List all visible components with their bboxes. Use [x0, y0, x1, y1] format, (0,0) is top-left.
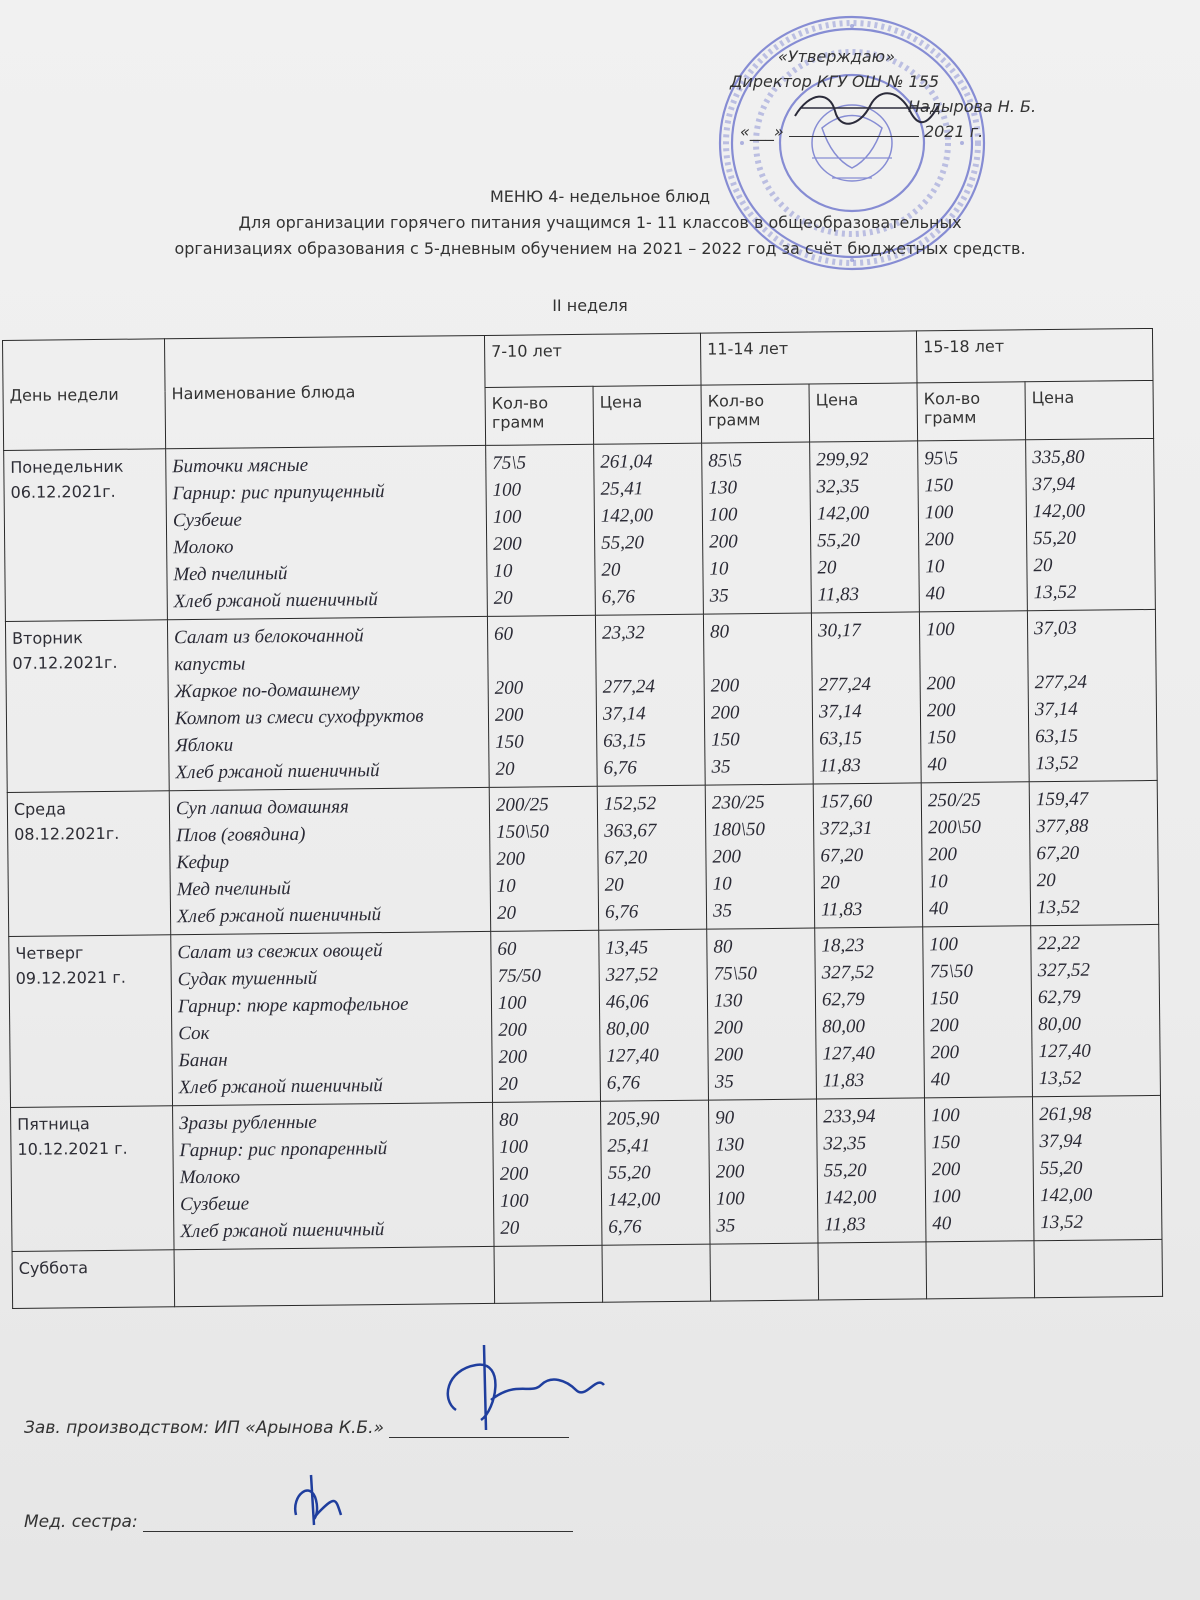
price-value: 11,83	[819, 755, 861, 777]
approval-date: «___» 2021 г.	[740, 122, 984, 141]
price-value: 20	[601, 559, 621, 581]
price-value: 157,60	[819, 790, 873, 813]
price-cell	[810, 441, 920, 613]
table-row	[11, 1095, 1162, 1251]
price-value: 372,31	[820, 817, 873, 840]
dish-name: Гарнир: рис пропаренный	[179, 1138, 388, 1162]
price-cell	[817, 1098, 927, 1243]
qty-value: 40	[927, 754, 947, 776]
price-value: 80,00	[606, 1018, 650, 1040]
price-value: 127,40	[1038, 1040, 1091, 1063]
price-value: 377,88	[1036, 815, 1089, 838]
qty-value	[494, 647, 589, 675]
approval-director: Директор КГУ ОШ № 155	[730, 72, 940, 91]
dish-name: Молоко	[173, 536, 234, 559]
price-value: 11,83	[824, 1214, 866, 1236]
price-value: 277,24	[818, 673, 872, 696]
price-value: 46,06	[605, 991, 649, 1013]
table-row	[5, 609, 1157, 792]
menu-title-line2: Для организации горячего питания учащимся 1- 11 классов в общеобразовательных	[238, 213, 962, 232]
empty-cell	[818, 1242, 927, 1300]
price-value: 261,98	[1039, 1103, 1092, 1126]
price-value: 20	[604, 874, 624, 896]
qty-value: 40	[925, 583, 945, 605]
day-cell	[11, 1106, 174, 1252]
qty-value: 75\50	[713, 963, 758, 985]
price-value: 327,52	[1037, 959, 1091, 982]
price-value: 55,20	[1039, 1157, 1083, 1180]
price-value: 127,40	[822, 1042, 875, 1065]
price-value: 6,76	[606, 1072, 641, 1094]
dish-name: Банан	[178, 1049, 228, 1072]
qty-value: 10	[496, 875, 516, 897]
price-cell	[813, 783, 923, 928]
qty-value: 200	[930, 1042, 960, 1064]
qty-value: 130	[713, 990, 743, 1012]
qty-value: 250/25	[927, 789, 981, 812]
production-signature	[436, 1340, 606, 1440]
price-value: 55,20	[601, 532, 645, 554]
price-value: 32,35	[823, 1132, 867, 1155]
price-value: 142,00	[1032, 500, 1086, 523]
price-value: 37,94	[1039, 1130, 1083, 1153]
qty-value: 200	[712, 846, 742, 868]
qty-value: 200/25	[495, 794, 549, 816]
dish-name: Хлеб ржаной пшеничный	[176, 904, 382, 928]
qty-value: 130	[708, 477, 738, 499]
price-cell	[1032, 1095, 1162, 1240]
qty-value: 200	[498, 1046, 528, 1068]
dish-name: Гарнир: пюре картофельное	[177, 993, 409, 1018]
qty-value: 80	[710, 621, 730, 643]
day-date: 07.12.2021г.	[12, 652, 118, 673]
dish-name: капусты	[174, 653, 246, 676]
price-cell	[811, 612, 921, 784]
qty-value: 40	[928, 898, 949, 920]
qty-value: 200\50	[928, 816, 982, 839]
price-value: 25,41	[600, 478, 644, 500]
dish-name: Сузбеше	[172, 509, 243, 532]
header-price: Цена	[809, 383, 918, 442]
price-value: 55,20	[823, 1159, 867, 1182]
qty-value: 40	[930, 1069, 950, 1091]
dish-name: Зразы рубленные	[179, 1111, 317, 1135]
day-cell-saturday: Суббота	[12, 1250, 175, 1309]
qty-value: 100	[499, 1190, 529, 1212]
qty-value: 150\50	[496, 821, 550, 843]
qty-value: 200	[709, 531, 738, 553]
menu-title	[60, 184, 1140, 262]
week-label: II неделя	[552, 296, 628, 315]
dish-name: Хлеб ржаной пшеничный	[178, 1075, 383, 1099]
price-value: 80,00	[1038, 1013, 1082, 1036]
nurse-label: Мед. сестра:	[24, 1512, 138, 1532]
day-date: 06.12.2021г.	[10, 481, 116, 502]
price-value: 80,00	[822, 1016, 866, 1038]
menu-table	[2, 328, 1163, 1309]
qty-value: 90	[715, 1107, 735, 1129]
price-value: 30,17	[817, 620, 861, 642]
dish-name: Салат из белокочанной	[174, 625, 364, 649]
qty-value: 80	[713, 936, 733, 958]
qty-value: 35	[711, 756, 731, 778]
qty-value: 200	[928, 844, 958, 866]
qty-value: 180\50	[712, 819, 766, 841]
price-value: 63,15	[603, 730, 647, 752]
price-value: 25,41	[607, 1135, 651, 1157]
dish-name: Салат из свежих овощей	[177, 940, 383, 964]
qty-value: 200	[926, 700, 956, 722]
day-date: 08.12.2021г.	[14, 823, 120, 844]
day-name: Понедельник	[10, 456, 124, 477]
qty-value: 100	[931, 1186, 961, 1208]
price-value: 327,52	[605, 964, 659, 986]
qty-value: 200	[715, 1161, 745, 1183]
qty-value: 200	[498, 1019, 527, 1041]
price-value: 13,45	[605, 937, 649, 959]
price-value: 327,52	[821, 961, 875, 984]
qty-cell	[709, 1099, 819, 1244]
qty-value: 200	[925, 529, 954, 551]
qty-value: 10	[925, 556, 945, 578]
qty-value: 200	[496, 848, 526, 870]
qty-value: 200	[710, 702, 740, 724]
dish-name: Гарнир: рис припущенный	[172, 481, 385, 505]
qty-cell	[921, 782, 1031, 927]
price-value: 233,94	[823, 1105, 876, 1128]
table-row	[7, 780, 1158, 936]
qty-value: 85\5	[708, 450, 743, 472]
qty-value: 200	[714, 1044, 744, 1066]
dish-name: Сузбеше	[179, 1193, 250, 1216]
header-dish: Наименование блюда	[164, 335, 485, 448]
qty-value: 10	[928, 871, 948, 893]
price-value: 63,15	[1035, 725, 1079, 748]
dish-cell	[173, 1102, 494, 1249]
qty-value: 100	[931, 1105, 960, 1127]
approval-title: «Утверждаю»	[778, 47, 895, 66]
price-value	[1034, 641, 1149, 669]
price-value: 20	[820, 872, 840, 894]
header-price: Цена	[593, 385, 702, 444]
empty-cell	[174, 1246, 495, 1306]
price-cell	[815, 927, 925, 1099]
dish-name: Хлеб ржаной пшеничный	[175, 760, 380, 784]
price-value: 67,20	[604, 847, 648, 869]
price-value: 6,76	[601, 586, 636, 608]
dish-name: Компот из смеси сухофруктов	[174, 705, 424, 730]
qty-value: 230/25	[711, 792, 765, 814]
day-cell	[7, 791, 170, 937]
price-value: 23,32	[601, 622, 645, 644]
qty-value: 20	[498, 1073, 518, 1095]
qty-value: 95\5	[924, 447, 959, 470]
price-cell	[594, 443, 704, 615]
price-cell	[1031, 924, 1161, 1096]
price-value: 55,20	[607, 1162, 651, 1184]
price-value: 13,52	[1035, 752, 1079, 775]
price-value: 67,20	[1036, 842, 1080, 865]
dish-name: Плов (говядина)	[176, 823, 306, 847]
dish-name: Мед пчелиный	[176, 878, 291, 901]
price-value: 13,52	[1036, 896, 1080, 919]
empty-cell	[926, 1241, 1035, 1299]
qty-value: 130	[715, 1134, 745, 1156]
qty-value: 200	[926, 673, 956, 695]
qty-cell	[493, 1101, 603, 1246]
day-name: Пятница	[17, 1114, 90, 1134]
price-value: 55,20	[1033, 527, 1077, 550]
price-value: 159,47	[1035, 788, 1089, 811]
dish-name: Судак тушенный	[177, 967, 318, 991]
qty-value: 100	[492, 479, 522, 501]
dish-name: Биточки мясные	[172, 454, 309, 478]
price-value	[602, 646, 697, 674]
empty-cell	[494, 1245, 603, 1303]
qty-value: 100	[499, 1136, 529, 1158]
dish-name: Яблоки	[175, 734, 234, 757]
price-value: 62,79	[821, 989, 865, 1011]
price-value: 11,83	[822, 1070, 865, 1092]
qty-value: 200	[930, 1015, 959, 1037]
qty-value: 200	[710, 675, 740, 697]
qty-value: 100	[924, 502, 954, 524]
price-value: 63,15	[819, 728, 863, 750]
price-value: 67,20	[820, 845, 864, 867]
qty-value: 200	[494, 704, 524, 726]
price-value: 127,40	[606, 1045, 659, 1067]
qty-value: 60	[497, 938, 517, 960]
header-qty: Кол-во грамм	[917, 382, 1026, 441]
price-value: 6,76	[608, 1216, 642, 1238]
header-age-7-10: 7-10 лет	[484, 333, 701, 387]
price-value: 20	[1033, 555, 1053, 577]
dish-cell	[171, 931, 493, 1105]
qty-cell	[703, 613, 813, 785]
day-date: 10.12.2021 г.	[17, 1138, 128, 1159]
qty-value: 10	[712, 873, 732, 895]
qty-cell	[707, 928, 817, 1100]
price-value: 37,14	[1034, 698, 1078, 721]
qty-cell	[923, 926, 1033, 1098]
price-value: 277,24	[1034, 671, 1088, 694]
day-cell	[9, 935, 173, 1108]
qty-value: 20	[500, 1217, 520, 1239]
menu-title-line1: МЕНЮ 4- недельное блюд	[489, 187, 710, 206]
qty-value: 35	[716, 1215, 736, 1237]
dish-name: Молоко	[179, 1166, 241, 1189]
price-value: 37,03	[1033, 617, 1077, 640]
qty-cell	[491, 930, 601, 1102]
table-row-saturday	[12, 1239, 1163, 1308]
qty-value: 200	[493, 533, 522, 555]
price-value: 11,83	[820, 899, 863, 921]
qty-value: 75\5	[492, 452, 527, 474]
nurse-signature	[286, 1470, 346, 1530]
price-value: 13,52	[1040, 1211, 1084, 1234]
qty-value: 35	[709, 585, 729, 607]
qty-value: 100	[929, 934, 959, 956]
qty-cell	[705, 784, 815, 929]
qty-cell	[487, 615, 597, 787]
price-value: 11,83	[817, 584, 860, 606]
price-value: 299,92	[816, 448, 869, 471]
qty-cell	[489, 786, 599, 931]
day-name: Вторник	[12, 628, 83, 648]
price-value: 6,76	[603, 757, 637, 779]
header-age-11-14: 11-14 лет	[700, 331, 917, 385]
header-age-15-18: 15-18 лет	[916, 328, 1153, 382]
price-value: 142,00	[823, 1186, 877, 1209]
price-cell	[595, 614, 705, 786]
qty-value: 100	[497, 992, 527, 1014]
price-cell	[597, 785, 707, 930]
approval-name: Надырова Н. Б.	[908, 97, 1037, 116]
qty-value: 80	[499, 1109, 519, 1131]
qty-cell	[702, 442, 812, 614]
qty-value: 40	[932, 1213, 952, 1235]
dish-cell	[169, 787, 490, 934]
price-value: 20	[1036, 869, 1056, 892]
director-signature	[790, 86, 940, 132]
price-value: 205,90	[607, 1108, 660, 1130]
qty-cell	[486, 444, 596, 616]
price-value: 37,14	[818, 701, 862, 723]
price-value: 142,00	[600, 505, 654, 527]
qty-value: 10	[493, 560, 513, 582]
price-value	[818, 643, 913, 671]
menu-table-body	[4, 438, 1162, 1251]
price-cell	[601, 1100, 711, 1245]
qty-cell	[918, 440, 1028, 612]
qty-value: 150	[924, 475, 954, 497]
dish-name: Суп лапша домашняя	[175, 796, 349, 820]
qty-value: 20	[493, 587, 513, 609]
qty-value	[710, 645, 805, 673]
qty-value: 75/50	[497, 965, 542, 987]
qty-cell	[919, 611, 1029, 783]
dish-name: Сок	[178, 1022, 210, 1045]
price-value: 22,22	[1037, 932, 1081, 955]
qty-value: 150	[711, 729, 740, 751]
dish-name: Хлеб ржаной пшеничный	[180, 1219, 385, 1243]
qty-value: 200	[931, 1159, 961, 1181]
price-value: 142,00	[607, 1189, 661, 1211]
dish-cell	[167, 616, 489, 790]
price-value: 277,24	[602, 676, 656, 698]
qty-value: 100	[492, 506, 522, 528]
qty-value: 100	[708, 504, 738, 526]
qty-value: 60	[493, 623, 514, 645]
empty-cell	[1034, 1239, 1163, 1297]
day-date: 09.12.2021 г.	[15, 967, 126, 988]
price-cell	[599, 929, 709, 1101]
day-cell	[5, 620, 169, 793]
price-value: 55,20	[817, 530, 861, 552]
qty-value: 200	[499, 1163, 529, 1185]
price-value: 37,94	[1032, 473, 1076, 496]
qty-value: 75\50	[929, 960, 974, 983]
production-label: Зав. производством: ИП «Арынова К.Б.»	[24, 1418, 384, 1438]
header-price: Цена	[1025, 380, 1154, 439]
price-value: 18,23	[821, 935, 865, 957]
price-value: 62,79	[1037, 986, 1081, 1009]
price-value: 363,67	[604, 820, 657, 842]
header-qty: Кол-во грамм	[701, 384, 810, 443]
dish-name: Жаркое по-домашнему	[174, 679, 360, 703]
table-row	[9, 924, 1161, 1107]
qty-value	[926, 642, 1021, 670]
day-name: Среда	[13, 799, 67, 819]
qty-value: 20	[496, 902, 517, 924]
dish-name: Мед пчелиный	[173, 563, 288, 586]
qty-value: 100	[715, 1188, 745, 1210]
qty-value: 10	[709, 558, 729, 580]
price-value: 152,52	[603, 793, 657, 815]
empty-cell	[710, 1243, 819, 1301]
price-value: 6,76	[604, 901, 639, 923]
header-qty: Кол-во грамм	[485, 386, 594, 445]
price-cell	[1029, 780, 1159, 925]
price-value: 13,52	[1038, 1067, 1082, 1090]
dish-name: Кефир	[176, 851, 230, 874]
qty-value: 20	[495, 758, 515, 780]
qty-value: 35	[714, 1071, 734, 1093]
price-value: 142,00	[816, 502, 870, 525]
price-value: 142,00	[1039, 1184, 1093, 1207]
qty-value: 35	[712, 900, 733, 922]
qty-value: 200	[714, 1017, 743, 1039]
price-value: 13,52	[1033, 581, 1077, 604]
empty-cell	[602, 1244, 711, 1302]
day-name: Четверг	[15, 943, 84, 963]
qty-value: 200	[494, 677, 524, 699]
dish-name: Хлеб ржаной пшеничный	[173, 589, 378, 613]
qty-value: 100	[925, 619, 955, 641]
table-row	[4, 438, 1156, 621]
day-cell	[4, 449, 168, 622]
qty-value: 150	[929, 988, 959, 1010]
qty-value: 150	[927, 727, 956, 749]
qty-value: 150	[495, 731, 524, 753]
price-value: 261,04	[600, 451, 653, 473]
price-cell	[1027, 609, 1157, 781]
price-value: 335,80	[1032, 446, 1085, 469]
price-value: 20	[817, 557, 837, 579]
price-cell	[1026, 438, 1156, 610]
menu-title-line3: организациях образования с 5-дневным обучением на 2021 – 2022 год за счёт бюджетных средств.	[174, 239, 1026, 258]
qty-cell	[925, 1097, 1035, 1242]
header-day: День недели	[3, 339, 166, 451]
menu-table-wrap	[2, 328, 1162, 1309]
price-value: 37,14	[602, 703, 646, 725]
dish-cell	[166, 445, 488, 619]
qty-value: 150	[931, 1132, 961, 1154]
price-value: 32,35	[816, 476, 860, 498]
